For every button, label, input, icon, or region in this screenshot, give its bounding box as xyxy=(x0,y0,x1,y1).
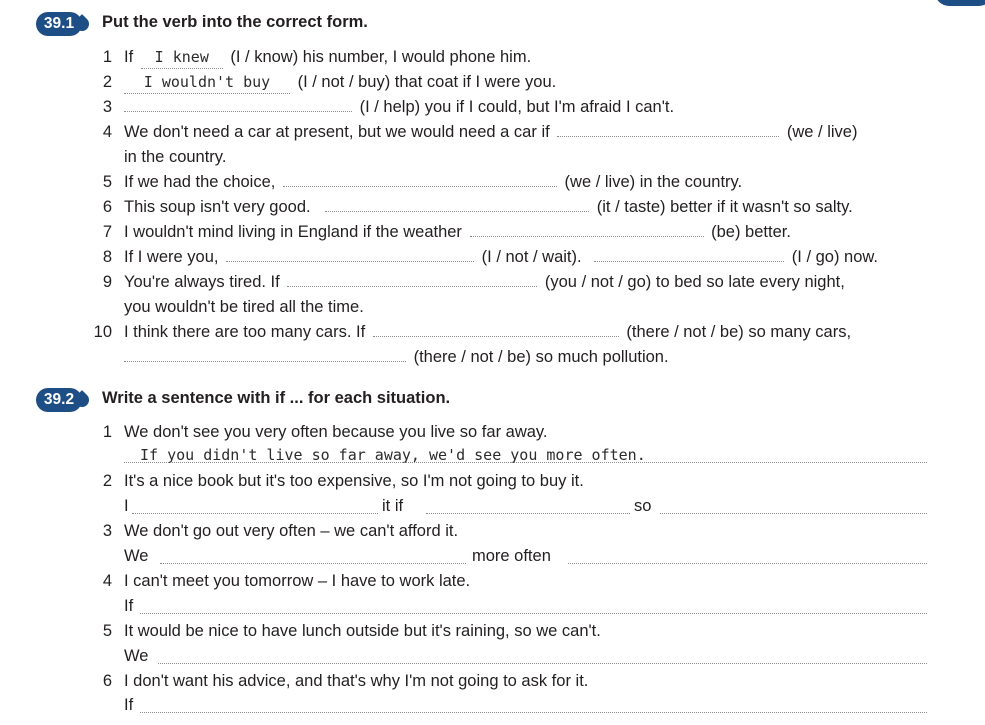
item-text: (I / not / buy) that coat if I were you. xyxy=(297,73,557,91)
item-number: 5 xyxy=(102,173,112,191)
answer-line[interactable] xyxy=(132,498,378,514)
item-number: 2 xyxy=(102,472,112,490)
answer-prompt: I xyxy=(124,497,129,515)
item-continuation: in the country. xyxy=(124,148,227,166)
item-lead: If xyxy=(124,48,134,66)
item-lead: This soup isn't very good. xyxy=(124,198,311,216)
exercise-item xyxy=(124,246,878,268)
answer-prompt: We xyxy=(124,647,149,665)
answer-field[interactable] xyxy=(124,96,352,112)
item-text: (we / live) xyxy=(786,123,858,141)
item-number: 6 xyxy=(102,198,112,216)
item-number: 10 xyxy=(93,323,112,341)
item-number: 9 xyxy=(102,273,112,291)
item-number: 7 xyxy=(102,223,112,241)
situation-text: I can't meet you tomorrow – I have to work late. xyxy=(124,572,471,590)
exercise-heading: Put the verb into the correct form. xyxy=(102,13,368,31)
item-text: (I / not / wait). xyxy=(481,248,582,266)
answer-field[interactable] xyxy=(287,271,537,287)
answer-line[interactable] xyxy=(140,598,927,614)
item-text: (there / not / be) so many cars, xyxy=(626,323,852,341)
item-text-2: (I / go) now. xyxy=(791,248,879,266)
answer-field[interactable] xyxy=(594,246,784,262)
item-number: 4 xyxy=(102,572,112,590)
answer-field[interactable] xyxy=(226,246,474,262)
item-continuation: (there / not / be) so much pollution. xyxy=(413,348,669,366)
answer-prompt: We xyxy=(124,547,149,565)
answer-field[interactable]: I wouldn't buy xyxy=(124,71,290,94)
item-number: 1 xyxy=(102,48,112,66)
item-text: (we / live) in the country. xyxy=(564,173,743,191)
heading-keyword: if xyxy=(275,389,286,407)
item-number: 1 xyxy=(102,423,112,441)
answer-prompt: more often xyxy=(472,547,551,565)
item-lead: I think there are too many cars. If xyxy=(124,323,366,341)
situation-text: We don't go out very often – we can't afford it. xyxy=(124,522,459,540)
exercise-item xyxy=(124,171,742,193)
item-text: (be) better. xyxy=(711,223,791,241)
exercise-item xyxy=(121,96,674,118)
item-text: (I / know) his number, I would phone him. xyxy=(230,48,532,66)
item-lead: If I were you, xyxy=(124,248,219,266)
answer-field[interactable] xyxy=(373,321,619,337)
exercise-item xyxy=(124,121,857,143)
item-text: (I / help) you if I could, but I'm afraid I can't. xyxy=(359,98,675,116)
answer-line[interactable] xyxy=(124,447,927,463)
item-continuation-row xyxy=(121,346,669,368)
item-number: 5 xyxy=(102,622,112,640)
item-number: 6 xyxy=(102,672,112,690)
answer-field[interactable] xyxy=(325,196,589,212)
situation-text: We don't see you very often because you live so far away. xyxy=(124,423,548,441)
item-number: 8 xyxy=(102,248,112,266)
item-number: 2 xyxy=(102,73,112,91)
heading-part: ... for each situation. xyxy=(285,389,451,407)
exercise-item xyxy=(124,271,845,293)
item-text: (it / taste) better if it wasn't so salty. xyxy=(596,198,853,216)
exercise-number-badge: 39.1 xyxy=(36,12,82,36)
situation-text: I don't want his advice, and that's why I'm not going to ask for it. xyxy=(124,672,589,690)
item-continuation: you wouldn't be tired all the time. xyxy=(124,298,364,316)
item-number: 3 xyxy=(102,522,112,540)
handwritten-answer: If you didn't live so far away, we'd see you more often. xyxy=(140,446,646,464)
item-lead: If we had the choice, xyxy=(124,173,276,191)
item-lead: I wouldn't mind living in England if the weather xyxy=(124,223,462,241)
answer-line[interactable] xyxy=(660,498,927,514)
answer-prompt: If xyxy=(124,597,134,615)
answer-prompt: If xyxy=(124,696,134,714)
item-number: 4 xyxy=(102,123,112,141)
answer-line[interactable] xyxy=(568,548,927,564)
situation-text: It would be nice to have lunch outside but it's raining, so we can't. xyxy=(124,622,601,640)
exercise-item xyxy=(124,196,853,218)
item-number: 3 xyxy=(102,98,112,116)
exercise-number-badge: 39.2 xyxy=(36,388,82,412)
exercise-item xyxy=(124,46,531,68)
heading-part: Write a sentence with xyxy=(102,389,275,407)
answer-line[interactable] xyxy=(158,648,927,664)
answer-field[interactable] xyxy=(470,221,704,237)
exercise-item xyxy=(124,321,851,343)
exercise-heading xyxy=(102,389,450,408)
answer-field[interactable] xyxy=(124,346,406,362)
item-lead: You're always tired. If xyxy=(124,273,280,291)
answer-prompt: so xyxy=(634,497,652,515)
exercise-item xyxy=(121,71,556,93)
situation-text: It's a nice book but it's too expensive, so I'm not going to buy it. xyxy=(124,472,584,490)
answer-line[interactable] xyxy=(140,697,927,713)
item-text: (you / not / go) to bed so late every night, xyxy=(544,273,845,291)
item-lead: We don't need a car at present, but we would need a car if xyxy=(124,123,550,141)
answer-field[interactable] xyxy=(557,121,779,137)
answer-line[interactable] xyxy=(426,498,630,514)
answer-prompt: it if xyxy=(382,497,404,515)
answer-line[interactable] xyxy=(160,548,466,564)
page-corner-tab xyxy=(935,0,985,6)
answer-field[interactable]: I knew xyxy=(141,46,223,69)
answer-field[interactable] xyxy=(283,171,557,187)
exercise-item xyxy=(124,221,791,243)
